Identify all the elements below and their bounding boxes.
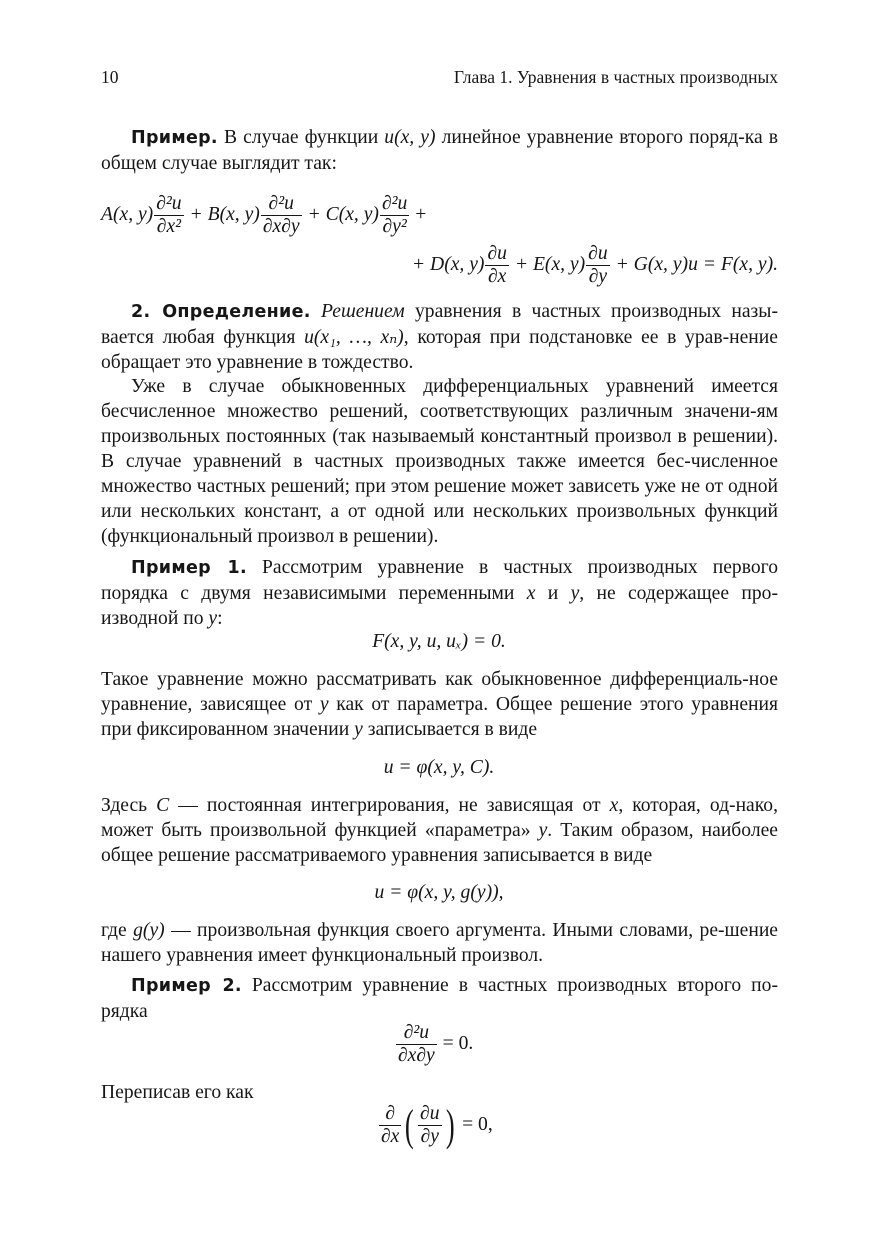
fraction: $\frac{\text{∂²u}}{\partial x\partial y}$ bbox=[398, 1022, 435, 1066]
fraction: $\frac{\partial u}{\partial y}$ bbox=[420, 1103, 440, 1147]
example1-where-paragraph: где g(y) — произвольная функция своего аргумента. Иными словами, ре-шение нашего уравнения имеет функциональный произвол. bbox=[101, 920, 779, 966]
fraction: $\frac{\text{∂²u}}{\partial x\partial y}$ bbox=[262, 193, 300, 237]
example2-label: Пример 2. bbox=[131, 976, 242, 996]
definition-paragraph: 2. Определение. Решением уравнения в частных производных назы-вается любая функция u(x₁, …, xₙ), которая при подстановке ее в урав-нение обращает это уравнение в тождество. bbox=[101, 301, 778, 373]
fraction: $\frac{\partial u}{\partial x}$ bbox=[487, 243, 507, 287]
ode-paragraph: Уже в случае обыкновенных дифференциальных уравнений имеется бесчисленное множество решений, соответствующих различным значени-ям произвольных постоянных (так называемый константный произвол в решении). В случае уравнений в частных производных также имеется бес-численное множество частных решений; при этом решение может зависеть уже не от одной или нескольких констант, а от одной или нескольких произвольных функций (функциональный произвол в решении). bbox=[101, 376, 778, 547]
example1-label: Пример 1. bbox=[131, 558, 247, 578]
example2-paragraph: Пример 2. Рассмотрим уравнение в частных производных второго по-рядка bbox=[101, 975, 778, 1022]
fraction: $\frac{\text{∂²u}}{\text{∂x²}}$ bbox=[156, 193, 182, 237]
rewrite-line: Переписав его как bbox=[101, 1082, 254, 1103]
example-intro-paragraph: Пример. В случае функции u(x, y) линейное уравнение второго поряд-ка в общем случае выглядит так: bbox=[101, 127, 778, 174]
general-equation-line-2: + D(x, y) $\frac{\partial u}{\partial x}$ + E(x, y) $\frac{\partial u}{\partial y}$ + G(x, y)u = F(x, y). bbox=[411, 243, 778, 287]
example1-after-paragraph: Такое уравнение можно рассматривать как обыкновенное дифференциаль-ное уравнение, зависящее от y как от параметра. Общее решение этого уравнения при фиксированном значении y записывается в виде bbox=[101, 669, 778, 740]
example1-equation-3: u = φ(x, y, g(y)), bbox=[374, 882, 504, 903]
fraction: $\frac{\text{∂²u}}{\text{∂y²}}$ bbox=[381, 193, 408, 237]
example1-here-paragraph: Здесь C — постоянная интегрирования, не зависящая от x, которая, од-нако, может быть произвольной функцией «параметра» y. Таким образом, наиболее общее решение рассматриваемого уравнения записывается в виде bbox=[101, 795, 778, 866]
definition-label: 2. Определение. bbox=[131, 302, 311, 322]
left-paren: ( bbox=[405, 1101, 415, 1150]
page-number: 10 bbox=[101, 67, 119, 87]
defined-term: Решением bbox=[321, 301, 405, 322]
running-header: Глава 1. Уравнения в частных производных bbox=[453, 67, 778, 87]
example1-paragraph: Пример 1. Рассмотрим уравнение в частных производных первого порядка с двумя независимыми переменными x и y, не содержащее про-изводной по y: bbox=[101, 557, 778, 629]
fraction: $\frac{\partial}{\partial x}$ bbox=[381, 1103, 400, 1147]
right-paren: ) bbox=[445, 1101, 455, 1150]
example1-equation: F(x, y, u, uₓ) = 0. bbox=[372, 631, 506, 652]
example2-equation-2: $\frac{\partial}{\partial x}$ ( $\frac{\partial u}{\partial y}$ ) = 0, bbox=[381, 1101, 493, 1150]
example1-equation-2: u = φ(x, y, C). bbox=[383, 757, 495, 778]
general-equation-line-1: A(x, y) $\frac{\text{∂²u}}{\text{∂x²}}$ + B(x, y) $\frac{\text{∂²u}}{\partial x\partial y}$ + C(x, y) $\frac{\text{∂²u}}{\text{∂y²}}$ + bbox=[101, 193, 427, 237]
example2-equation: $\frac{\text{∂²u}}{\partial x\partial y}$ = 0. bbox=[398, 1022, 474, 1066]
fraction: $\frac{\partial u}{\partial y}$ bbox=[588, 243, 608, 287]
example-label: Пример. bbox=[131, 128, 218, 148]
